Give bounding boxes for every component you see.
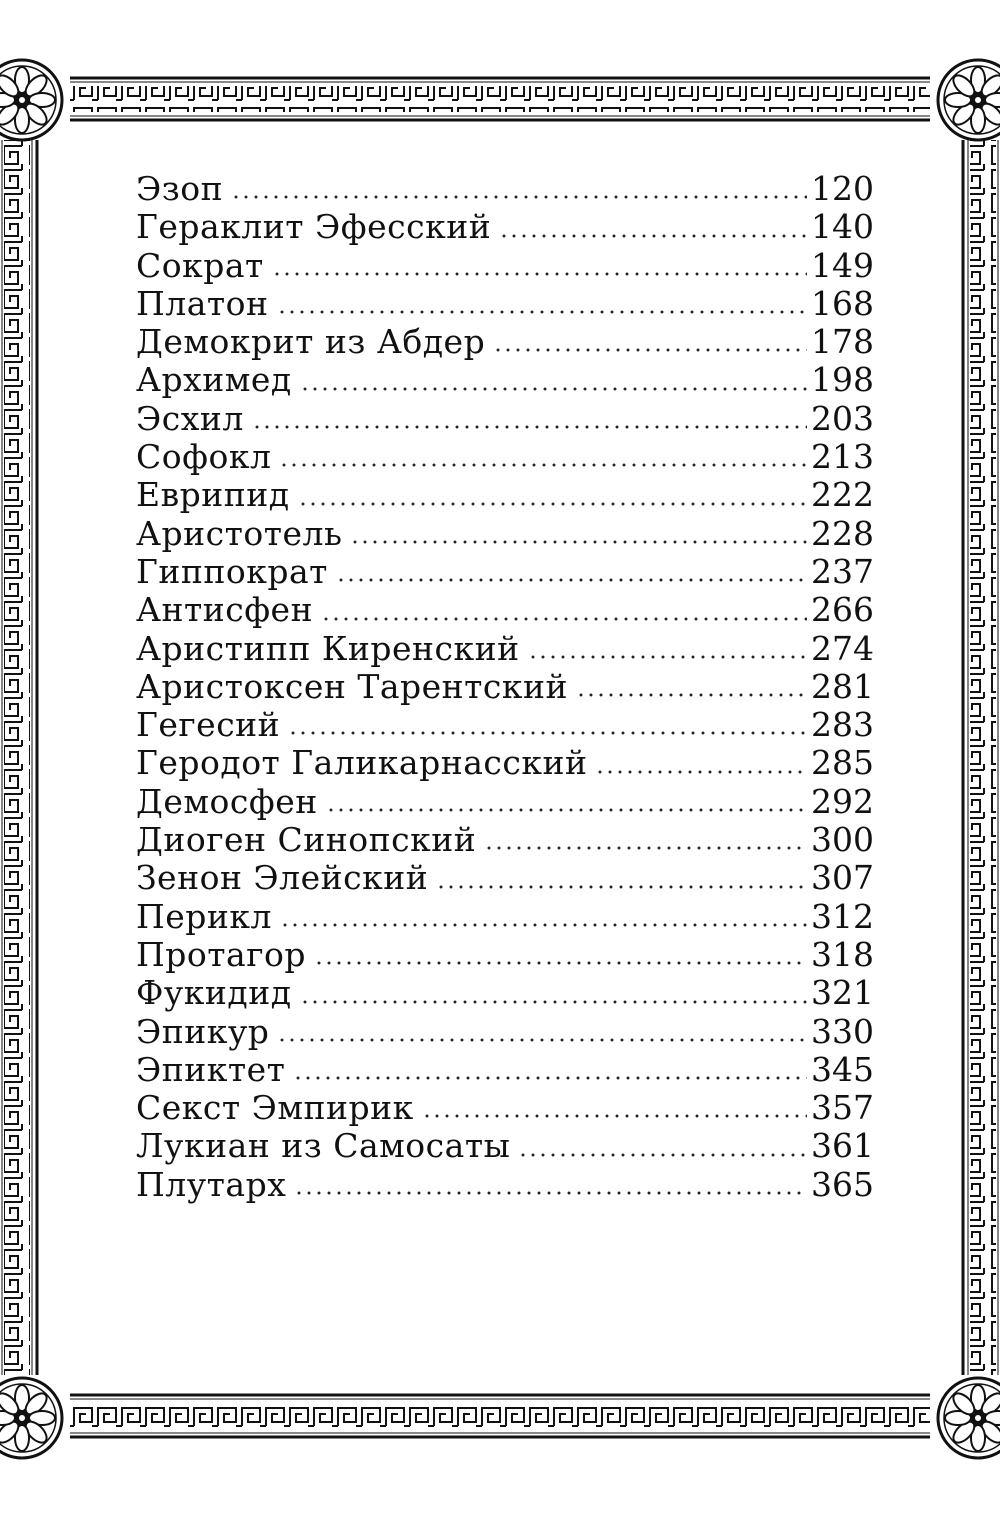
toc-entry-page-number: 222	[811, 475, 874, 515]
toc-entry-page-number: 283	[811, 705, 874, 745]
toc-entry-page-number: 274	[811, 628, 874, 668]
dot-leader	[422, 1114, 807, 1118]
toc-entry-page-number: 203	[811, 398, 874, 438]
dot-leader	[279, 463, 807, 467]
toc-entry-title: Фукидид	[136, 973, 292, 1013]
dot-leader	[595, 770, 807, 774]
toc-entry[interactable]	[136, 898, 874, 936]
toc-entry[interactable]	[136, 591, 874, 629]
toc-entry-title: Платон	[136, 283, 269, 323]
toc-entry[interactable]	[136, 1166, 874, 1204]
toc-entry-page-number: 213	[811, 437, 874, 477]
toc-entry-title: Плутарх	[136, 1164, 287, 1204]
dot-leader	[518, 1153, 807, 1157]
left-border	[2, 140, 37, 1375]
toc-entry-title: Аристоксен Тарентский	[136, 666, 569, 706]
dot-leader	[576, 693, 807, 697]
toc-entry[interactable]	[136, 438, 874, 476]
toc-entry-title: Гегесий	[136, 705, 281, 745]
toc-entry-title: Перикл	[136, 896, 273, 936]
toc-entry[interactable]	[136, 783, 874, 821]
dot-leader	[528, 655, 807, 659]
toc-entry[interactable]	[136, 553, 874, 591]
toc-entry-title: Аристипп Киренский	[136, 628, 520, 668]
dot-leader	[493, 348, 807, 352]
toc-entry[interactable]	[136, 744, 874, 782]
toc-entry[interactable]	[136, 974, 874, 1012]
toc-entry-page-number: 168	[811, 283, 874, 323]
toc-entry-page-number: 120	[811, 169, 874, 208]
right-border	[963, 140, 998, 1375]
top-border	[70, 78, 930, 120]
toc-entry[interactable]	[136, 285, 874, 323]
toc-entry-page-number: 300	[811, 820, 874, 860]
toc-entry[interactable]	[136, 936, 874, 974]
toc-entry-page-number: 285	[811, 743, 874, 783]
toc-entry[interactable]	[136, 515, 874, 553]
toc-entry-title: Эпиктет	[136, 1049, 286, 1089]
toc-entry[interactable]	[136, 1013, 874, 1051]
toc-entry[interactable]	[136, 323, 874, 361]
toc-entry-title: Еврипид	[136, 475, 290, 515]
toc-entry-title: Архимед	[136, 360, 292, 400]
toc-entry[interactable]	[136, 361, 874, 399]
toc-entry-page-number: 330	[811, 1011, 874, 1051]
toc-entry-page-number: 361	[811, 1126, 874, 1166]
rosette-icon-top-right	[938, 60, 1000, 140]
toc-entry-page-number: 312	[811, 896, 874, 936]
rosette-icon-top-left	[0, 60, 62, 140]
toc-entry[interactable]	[136, 208, 874, 246]
toc-entry-page-number: 198	[811, 360, 874, 400]
toc-entry-page-number: 178	[811, 322, 874, 362]
toc-entry-page-number: 228	[811, 513, 874, 553]
toc-entry-title: Эпикур	[136, 1011, 270, 1051]
toc-entry[interactable]	[136, 247, 874, 285]
dot-leader	[231, 195, 807, 199]
dot-leader	[288, 731, 807, 735]
dot-leader	[293, 1076, 807, 1080]
dot-leader	[336, 578, 807, 582]
toc-entry-page-number: 357	[811, 1088, 874, 1128]
toc-entry-page-number: 345	[811, 1049, 874, 1089]
toc-entry-title: Софокл	[136, 437, 272, 477]
toc-entry-page-number: 318	[811, 934, 874, 974]
toc-entry-title: Демокрит из Абдер	[136, 322, 486, 362]
bottom-border	[70, 1395, 930, 1437]
dot-leader	[321, 617, 807, 621]
toc-entry[interactable]	[136, 821, 874, 859]
toc-entry-title: Сократ	[136, 245, 264, 285]
toc-entry-title: Эсхил	[136, 398, 244, 438]
dot-leader	[314, 961, 807, 965]
toc-entry-page-number: 149	[811, 245, 874, 285]
toc-entry[interactable]	[136, 630, 874, 668]
rosette-icon-bottom-left	[0, 1378, 62, 1458]
toc-entry-title: Эзоп	[136, 169, 224, 208]
dot-leader	[277, 310, 807, 314]
dot-leader	[326, 808, 807, 812]
dot-leader	[350, 540, 807, 544]
toc-entry-title: Секст Эмпирик	[136, 1088, 414, 1128]
dot-leader	[436, 885, 807, 889]
toc-entry-page-number: 281	[811, 666, 874, 706]
toc-entry-page-number: 292	[811, 781, 874, 821]
toc-entry[interactable]	[136, 170, 874, 208]
toc-entry-title: Антисфен	[136, 590, 314, 630]
toc-entry-title: Геродот Галикарнасский	[136, 743, 588, 783]
toc-entry-title: Диоген Синопский	[136, 820, 477, 860]
toc-entry[interactable]	[136, 668, 874, 706]
toc-entry-page-number: 365	[811, 1164, 874, 1204]
toc-entry[interactable]	[136, 706, 874, 744]
toc-entry-title: Демосфен	[136, 781, 318, 821]
toc-entry-page-number: 237	[811, 551, 874, 591]
toc-entry-title: Гиппократ	[136, 551, 328, 591]
toc-entry-title: Зенон Элейский	[136, 858, 429, 898]
dot-leader	[499, 234, 807, 238]
dot-leader	[300, 1000, 807, 1004]
toc-entry-page-number: 307	[811, 858, 874, 898]
dot-leader	[484, 846, 807, 850]
dot-leader	[277, 1038, 807, 1042]
toc-entry-page-number: 266	[811, 590, 874, 630]
table-of-contents	[136, 170, 874, 1204]
rosette-icon-bottom-right	[938, 1378, 1000, 1458]
toc-entry-title: Лукиан из Самосаты	[136, 1126, 511, 1166]
toc-entry[interactable]	[136, 400, 874, 438]
toc-entry[interactable]	[136, 1089, 874, 1127]
toc-entry[interactable]	[136, 1127, 874, 1165]
dot-leader	[272, 272, 807, 276]
toc-entry[interactable]	[136, 1051, 874, 1089]
dot-leader	[252, 425, 807, 429]
toc-entry-page-number: 140	[811, 207, 874, 247]
dot-leader	[294, 1191, 807, 1195]
toc-entry-page-number: 321	[811, 973, 874, 1013]
toc-entry[interactable]	[136, 476, 874, 514]
dot-leader	[300, 387, 807, 391]
dot-leader	[280, 923, 807, 927]
toc-entry-title: Гераклит Эфесский	[136, 207, 492, 247]
dot-leader	[298, 502, 807, 506]
toc-entry-title: Протагор	[136, 934, 306, 974]
toc-entry[interactable]	[136, 859, 874, 897]
toc-entry-title: Аристотель	[136, 513, 343, 553]
